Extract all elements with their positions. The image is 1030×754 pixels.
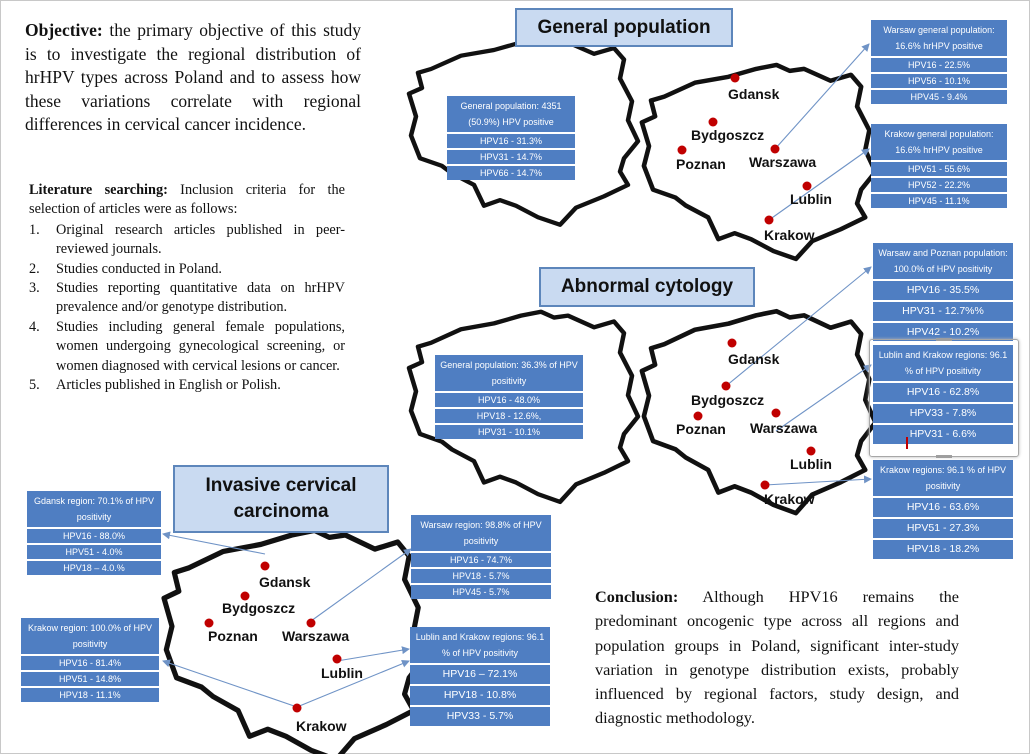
box-ac-krakow <box>873 460 1013 559</box>
criteria-item <box>29 376 345 395</box>
literature-intro <box>29 181 345 220</box>
criteria-number: 1. <box>29 221 40 238</box>
box-ic-krakow <box>21 618 159 702</box>
marker-ic-gdansk <box>261 562 270 571</box>
box-header: Krakow region: 100.0% of HPV positivity <box>21 618 159 654</box>
city-label-krakow: Krakow <box>296 718 347 734</box>
literature-searching <box>29 181 345 395</box>
box-row: HPV16 - 35.5% <box>873 279 1013 300</box>
box-row: HPV18 - 10.8% <box>410 684 550 705</box>
box-header: Krakow regions: 96.1 % of HPV positivity <box>873 460 1013 496</box>
city-label-bydgoszcz: Bydgoszcz <box>222 600 296 616</box>
heading-invasive-line1: Invasive cervical <box>205 475 357 496</box>
heading-abnormal-text: Abnormal cytology <box>560 276 734 297</box>
marker-ac-poznan <box>694 412 703 421</box>
box-row: HPV16 - 22.5% <box>871 56 1007 72</box>
criteria-number: 2. <box>29 260 40 277</box>
objective-text <box>25 19 361 137</box>
box-row: HPV18 - 5.7% <box>411 567 551 583</box>
box-row: HPV31 - 14.7% <box>447 148 575 164</box>
marker-ac-krakow <box>761 481 770 490</box>
marker-gp-bydgoszcz <box>709 118 718 127</box>
box-row: HPV16 - 88.0% <box>27 527 161 543</box>
heading-abnormal-cytology <box>539 267 755 307</box>
selection-frame[interactable] <box>869 339 1019 457</box>
conclusion-text <box>595 585 959 731</box>
box-header: General population: 4351 (50.9%) HPV positive <box>447 96 575 132</box>
city-label-gdansk: Gdansk <box>259 574 311 590</box>
criteria-text: Studies conducted in Poland. <box>56 260 222 277</box>
criteria-item <box>29 279 345 318</box>
box-row: HPV16 - 81.4% <box>21 654 159 670</box>
box-header: Gdansk region: 70.1% of HPV positivity <box>27 491 161 527</box>
literature-intro-text: Inclusion criteria for the selection of articles were as follows: <box>29 182 345 218</box>
city-label-poznan: Poznan <box>676 421 726 437</box>
box-ic-lublin-krakow <box>410 627 550 726</box>
criteria-number: 4. <box>29 318 40 335</box>
box-header: Warsaw general population: 16.6% hrHPV positive <box>871 20 1007 56</box>
resize-handle-bottom[interactable] <box>936 455 952 458</box>
criteria-item <box>29 221 345 260</box>
box-row: HPV16 - 63.6% <box>873 496 1013 517</box>
box-row: HPV51 - 27.3% <box>873 517 1013 538</box>
box-row: HPV45 - 9.4% <box>871 88 1007 104</box>
box-row: HPV18 - 18.2% <box>873 538 1013 559</box>
criteria-text: Studies reporting quantitative data on hrHPV prevalence and/or genotype distribution. <box>56 280 345 316</box>
city-label-lublin: Lublin <box>790 191 832 207</box>
city-label-warszawa: Warszawa <box>750 420 818 436</box>
marker-gp-gdansk <box>731 74 740 83</box>
heading-invasive-line2: carcinoma <box>233 501 329 522</box>
marker-ic-krakow <box>293 704 302 713</box>
box-row: HPV66 - 14.7% <box>447 164 575 180</box>
objective-body: the primary objective of this study is to investigate the regional distribution of hrHPV types across Poland and to assess how these variations correlate with regional differences in cervical cancer incidence. <box>25 20 361 134</box>
box-ac-summary <box>435 355 583 439</box>
box-gp-krakow <box>871 124 1007 208</box>
box-header: Lublin and Krakow regions: 96.1 % of HPV positivity <box>410 627 550 663</box>
criteria-item <box>29 318 345 376</box>
criteria-number: 5. <box>29 377 40 394</box>
box-row: HPV45 - 11.1% <box>871 192 1007 208</box>
conclusion-body: Although HPV16 remains the predominant oncogenic type across all regions and population groups in Poland, significant inter-study variation in genotype distribution exists, probably influenced by regional factors, study design, and diagnostic methodology. <box>595 587 959 728</box>
marker-ac-gdansk <box>728 339 737 348</box>
city-label-gdansk: Gdansk <box>728 86 780 102</box>
box-row: HPV16 - 48.0% <box>435 391 583 407</box>
box-row: HPV45 - 5.7% <box>411 583 551 599</box>
city-label-bydgoszcz: Bydgoszcz <box>691 127 765 143</box>
box-row: HPV33 - 7.8% <box>873 402 1013 423</box>
inclusion-criteria-list <box>29 221 345 396</box>
box-row: HPV16 - 62.8% <box>873 381 1013 402</box>
box-row: HPV52 - 22.2% <box>871 176 1007 192</box>
criteria-item <box>29 260 345 279</box>
marker-ac-bydgoszcz <box>722 382 731 391</box>
marker-ac-lublin <box>807 447 816 456</box>
city-label-poznan: Poznan <box>676 156 726 172</box>
marker-ic-poznan <box>205 619 214 628</box>
box-row: HPV18 - 12.6%, <box>435 407 583 423</box>
box-ic-gdansk <box>27 491 161 575</box>
city-label-poznan: Poznan <box>208 628 258 644</box>
criteria-text: Original research articles published in peer-reviewed journals. <box>56 221 345 258</box>
box-row: HPV16 - 74.7% <box>411 551 551 567</box>
box-ic-warsaw <box>411 515 551 599</box>
marker-gp-poznan <box>678 146 687 155</box>
box-row: HPV56 - 10.1% <box>871 72 1007 88</box>
heading-invasive-carcinoma <box>173 465 389 533</box>
criteria-text: Articles published in English or Polish. <box>56 377 281 394</box>
box-row: HPV42 - 10.2% <box>873 321 1013 341</box>
box-row: HPV18 – 4.0.% <box>27 559 161 575</box>
box-row: HPV18 - 11.1% <box>21 686 159 702</box>
box-row: HPV31 - 12.7%% <box>873 300 1013 321</box>
marker-ic-warszawa <box>307 619 316 628</box>
resize-handle-top[interactable] <box>936 338 952 341</box>
city-label-krakow: Krakow <box>764 491 815 507</box>
objective-label: Objective: <box>25 20 103 40</box>
marker-ic-lublin <box>333 655 342 664</box>
box-row: HPV51 - 55.6% <box>871 160 1007 176</box>
box-header: General population: 36.3% of HPV positivity <box>435 355 583 391</box>
box-gp-warsaw <box>871 20 1007 104</box>
box-header: Lublin and Krakow regions: 96.1 % of HPV positivity <box>873 345 1013 381</box>
box-row: HPV16 - 31.3% <box>447 132 575 148</box>
box-header: Warsaw and Poznan population: 100.0% of HPV positivity <box>873 243 1013 279</box>
conclusion-label: Conclusion: <box>595 587 679 606</box>
box-row: HPV33 - 5.7% <box>410 705 550 726</box>
city-label-warszawa: Warszawa <box>282 628 350 644</box>
box-row: HPV31 - 10.1% <box>435 423 583 439</box>
marker-ac-warszawa <box>772 409 781 418</box>
city-label-lublin: Lublin <box>790 456 832 472</box>
box-header: Krakow general population: 16.6% hrHPV positive <box>871 124 1007 160</box>
map-abnormal-regions <box>642 311 876 513</box>
box-ac-warsaw-poznan <box>873 243 1013 341</box>
heading-general-population <box>515 8 733 47</box>
marker-gp-warszawa <box>771 145 780 154</box>
marker-gp-krakow <box>765 216 774 225</box>
city-label-gdansk: Gdansk <box>728 351 780 367</box>
city-label-warszawa: Warszawa <box>749 154 817 170</box>
box-row: HPV51 - 14.8% <box>21 670 159 686</box>
box-header: Warsaw region: 98.8% of HPV positivity <box>411 515 551 551</box>
city-label-bydgoszcz: Bydgoszcz <box>691 392 765 408</box>
criteria-number: 3. <box>29 280 40 297</box>
box-gp-summary <box>447 96 575 180</box>
city-label-krakow: Krakow <box>764 227 815 243</box>
marker-gp-lublin <box>803 182 812 191</box>
literature-label: Literature searching: <box>29 182 168 198</box>
heading-general-text: General population <box>537 16 711 38</box>
criteria-text: Studies including general female populations, women undergoing gynecological screening, or women diagnosed with cervical lesions or cancer. <box>56 318 345 374</box>
city-label-lublin: Lublin <box>321 665 363 681</box>
text-cursor <box>906 437 908 449</box>
box-row: HPV31 - 6.6% <box>873 423 1013 444</box>
box-row: HPV16 – 72.1% <box>410 663 550 684</box>
box-row: HPV51 - 4.0% <box>27 543 161 559</box>
